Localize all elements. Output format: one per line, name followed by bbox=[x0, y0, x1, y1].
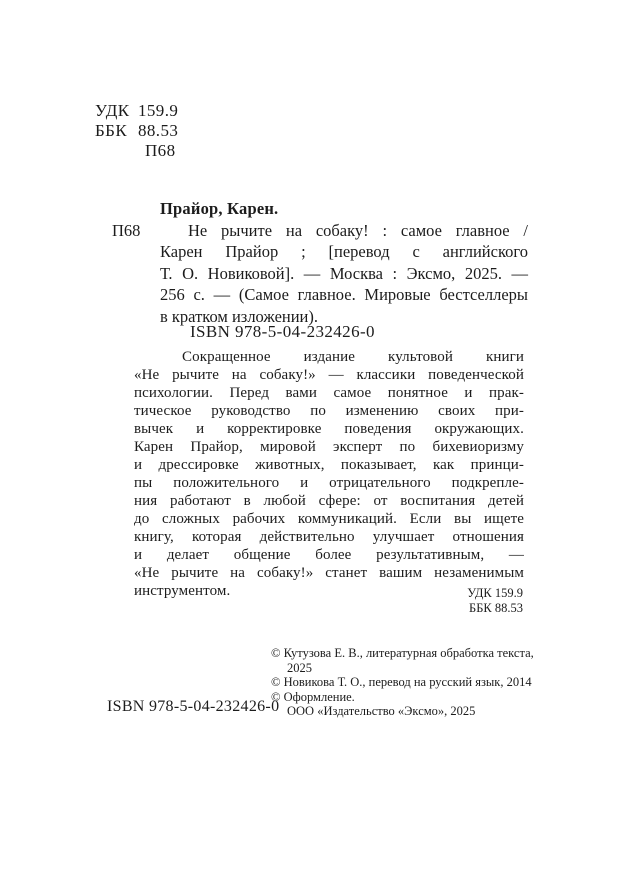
annotation-line: «Не рычите на собаку!» станет вашим незаменимым bbox=[134, 565, 524, 581]
card-author-code: П68 bbox=[112, 220, 141, 240]
bbk-value: 88.53 bbox=[138, 121, 179, 140]
udk-bottom: УДК 159.9 bbox=[467, 586, 523, 600]
copyright-block bbox=[271, 646, 534, 719]
annotation-line: Сокращенное издание культовой книги bbox=[182, 349, 524, 365]
bbk-bottom: ББК 88.53 bbox=[469, 601, 523, 615]
copyright-line: © Новикова Т. О., перевод на русский язык, 2014 bbox=[271, 675, 532, 690]
udk-label: УДК bbox=[95, 101, 130, 120]
card-author-heading: Прайор, Карен. bbox=[160, 199, 279, 218]
copyright-line: © Оформление. bbox=[271, 689, 355, 704]
card-line: в кратком изложении). bbox=[160, 306, 319, 326]
classification-bottom-block bbox=[467, 586, 523, 616]
copyright-line: © Кутузова Е. В., литературная обработка текста, bbox=[271, 646, 534, 660]
card-description bbox=[160, 220, 528, 328]
annotation-line: «Не рычите на собаку!» — классики поведенческой bbox=[134, 367, 524, 383]
bbk-label: ББК bbox=[95, 121, 128, 140]
annotation-line: инструментом. bbox=[134, 583, 231, 599]
annotation-line: до сложных рабочих коммуникаций. Если вы ищете bbox=[134, 511, 524, 527]
bbk-row bbox=[95, 121, 178, 141]
annotation-line: ния работают в любой сфере: от воспитания детей bbox=[134, 493, 524, 509]
annotation-line: пы положительного и отрицательного подкрепле- bbox=[134, 475, 524, 491]
udk-row bbox=[95, 101, 178, 121]
isbn-top: ISBN 978-5-04-232426-0 bbox=[190, 322, 375, 341]
annotation-line: и дрессировке животных, показывает, как принци- bbox=[134, 457, 524, 473]
annotation-line: книгу, которая действительно улучшает отношения bbox=[134, 529, 524, 545]
card-line: Карен Прайор ; [перевод с английского bbox=[160, 242, 528, 261]
annotation-line: вычек и корректировке поведения окружающих. bbox=[134, 421, 524, 437]
isbn-bottom: ISBN 978-5-04-232426-0 bbox=[107, 698, 280, 715]
annotation-line: психологии. Перед вами самое понятное и прак- bbox=[134, 385, 524, 401]
card-line: Не рычите на собаку! : самое главное / bbox=[188, 220, 528, 240]
annotation-line: Карен Прайор, мировой эксперт по бихевиоризму bbox=[134, 439, 524, 455]
card-body bbox=[112, 220, 528, 328]
author-code-top: П68 bbox=[145, 141, 176, 160]
copyright-line: ООО «Издательство «Эксмо», 2025 bbox=[287, 704, 476, 719]
annotation-line: и делает общение более результативным, — bbox=[134, 547, 524, 563]
classification-top-block bbox=[95, 101, 178, 161]
udk-value: 159.9 bbox=[138, 101, 179, 120]
annotation-paragraph bbox=[134, 348, 524, 600]
catalog-card bbox=[112, 198, 528, 327]
annotation-line: тическое руководство по изменению своих при- bbox=[134, 403, 524, 419]
copyright-line: 2025 bbox=[287, 660, 312, 675]
card-line: 256 с. — (Самое главное. Мировые бестселлеры bbox=[160, 285, 528, 304]
card-line: Т. О. Новиковой]. — Москва : Эксмо, 2025. — bbox=[160, 263, 528, 283]
